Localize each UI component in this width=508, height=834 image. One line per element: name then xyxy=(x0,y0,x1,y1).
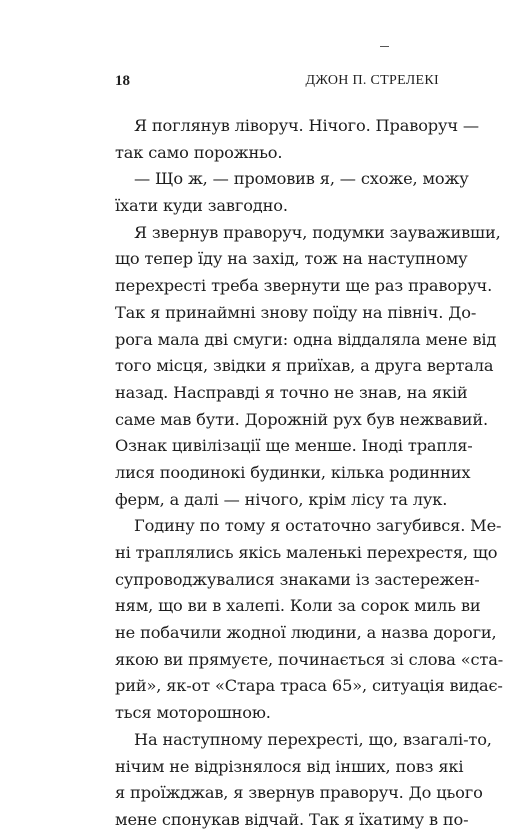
text-line: Я звернув праворуч, подумки зауваживши, xyxy=(134,222,501,242)
text-line: того місця, звідки я приїхав, а друга вертала xyxy=(115,356,494,376)
text-line: назад. Насправді я точно не знав, на якій xyxy=(115,382,468,402)
text-line: супроводжувалися знаками із застережен- xyxy=(115,569,480,589)
text-line: На наступному перехресті, що, взагалі-то, xyxy=(134,729,492,749)
text-line: — Що ж, — промовив я, — схоже, можу xyxy=(134,169,469,189)
text-line: Так я принаймні знову поїду на північ. До- xyxy=(115,302,477,322)
text-line: я проїжджав, я звернув праворуч. До цього xyxy=(115,783,483,803)
text-line: їхати куди завгодно. xyxy=(115,196,288,216)
print-mark xyxy=(380,46,389,47)
text-line: якою ви прямуєте, починається зі слова «ста- xyxy=(115,649,504,669)
running-head: ДЖОН П. СТРЕЛЕКІ xyxy=(305,73,439,88)
text-line: мене спонукав відчай. Так я їхатиму в по- xyxy=(115,809,469,829)
text-line: рога мала дві смуги: одна віддаляла мене від xyxy=(115,329,497,349)
text-line: лися поодинокі будинки, кілька родинних xyxy=(115,462,471,482)
paragraph xyxy=(115,220,501,514)
page-header xyxy=(115,71,439,91)
text-line: ням, що ви в халепі. Коли за сорок миль ви xyxy=(115,596,481,616)
paragraph xyxy=(115,513,504,727)
text-line: рий», як-от «Стара траса 65», ситуація видає- xyxy=(115,676,503,696)
text-line: Ознак цивілізації ще менше. Іноді трапля- xyxy=(115,436,473,456)
paragraph xyxy=(115,166,469,219)
text-line: що тепер їду на захід, тож на наступному xyxy=(115,249,468,269)
page-number: 18 xyxy=(115,73,130,89)
text-line: так само порожньо. xyxy=(115,142,283,162)
paragraph xyxy=(115,727,492,834)
text-line: ться моторошною. xyxy=(115,703,271,723)
text-line: нічим не відрізнялося від інших, повз які xyxy=(115,756,464,776)
text-line: перехресті треба звернути ще раз праворуч. xyxy=(115,276,493,296)
text-line: Годину по тому я остаточно загубився. Ме- xyxy=(134,516,502,536)
text-line: саме мав бути. Дорожній рух був нежвавий. xyxy=(115,409,489,429)
text-line: не побачили жодної людини, а назва дороги, xyxy=(115,623,497,643)
text-line: ні траплялись якісь маленькі перехрестя, що xyxy=(115,543,498,562)
text-line: ферм, а далі — нічого, крім лісу та лук. xyxy=(115,489,448,509)
text-line: Я поглянув ліворуч. Нічого. Праворуч — xyxy=(134,116,479,135)
paragraph xyxy=(115,113,479,166)
body-text xyxy=(115,113,504,834)
